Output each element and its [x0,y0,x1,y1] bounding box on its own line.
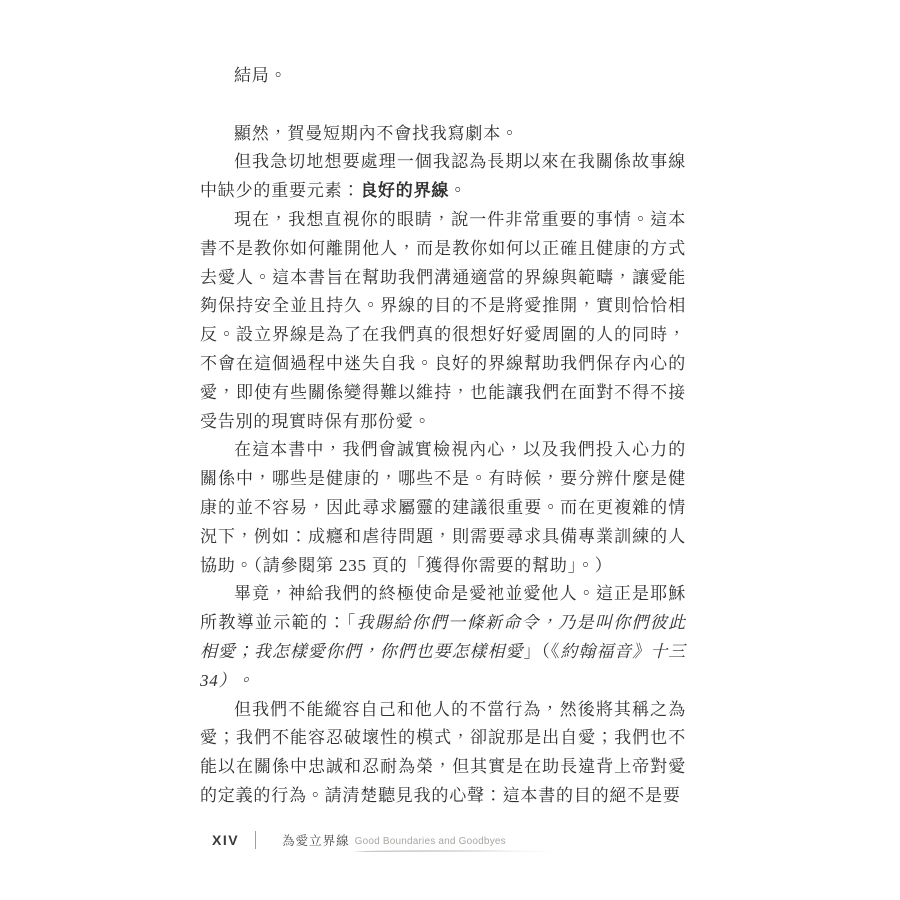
paragraph-text: 在這本書中，我們會誠實檢視內心，以及我們投入心力的關係中，哪些是健康的，哪些不是。有時候，要分辨什麼是健康的並不容易，因此尋求屬靈的建議很重要。而在更複雜的情況下，例如：成癮和虐待問題，則需要尋求具備專業訓練的人協助。（請參閱第 235 頁的「獲得你需要的幫助」。） [200,440,686,575]
book-title-zh: 為愛立界線 [282,834,350,848]
paragraph-book-purpose [200,206,686,436]
scripture-quote: 我賜給你們一條新命令，乃是叫你們彼此相愛；我怎樣愛你們，你們也要怎樣相愛 [200,613,686,661]
book-title-en-wrap [355,831,506,849]
paragraph-honest-examination [200,436,686,580]
paragraph-text: 。 [449,181,468,201]
scripture-citation-end: 》十三 34）。 [200,641,687,690]
paragraph-text: 但我急切地想要處理一個我認為長期以來在我關係故事線中缺少的重要元素： [200,152,686,201]
footer-divider [255,831,256,849]
page-number: XIV [212,832,240,848]
paragraph-missing-element [200,148,686,206]
paragraph-text: 結局。 [234,66,288,85]
paragraph-text: 畢竟，神給我們的終極使命是愛祂並愛他人。這正是耶穌所教導並示範的：「 [200,584,686,633]
paragraph-text: 但我們不能縱容自己和他人的不當行為，然後將其稱之為愛；我們不能容忍破壞性的模式，卻說那是出自愛；我們也不能以在關係中忠誠和忍耐為榮，但其實是在助長違背上帝對愛的定義的行為。請清楚聽見我的心聲：這本書的目的絕不是要 [200,699,686,805]
key-term-good-boundaries: 良好的界線 [360,181,450,201]
paragraph-cannot-condone [200,696,686,811]
page-footer [212,829,506,851]
book-title-en: Good Boundaries and Goodbyes [354,836,506,847]
paragraph-text: 現在，我想直視你的眼睛，說一件非常重要的事情。這本書不是教你如何離開他人，而是教你如何以正確且健康的方式去愛人。這本書旨在幫助我們溝通適當的界線與範疇，讓愛能夠保持安全並且持久。界線的目的不是將愛推開，實則恰恰相反。設立界線是為了在我們真的很想好好愛周圍的人的同時，不會在這個過程中迷失自我。良好的界線幫助我們保存內心的愛，即使有些關係變得難以維持，也能讓我們在面對不得不接受告別的現實時保有那份愛。 [200,209,686,431]
scripture-citation: 約翰福音 [560,641,633,661]
paragraph-ending [200,62,686,91]
footer-underline [355,850,559,852]
paragraph-obviously [200,120,686,149]
paragraph-text: 顯然，賀曼短期內不會找我寫劇本。 [234,123,519,143]
paragraph-scripture [200,580,686,695]
scene-break [200,91,686,120]
paragraph-text: 」（《 [523,641,561,661]
body-text-block [200,62,686,811]
